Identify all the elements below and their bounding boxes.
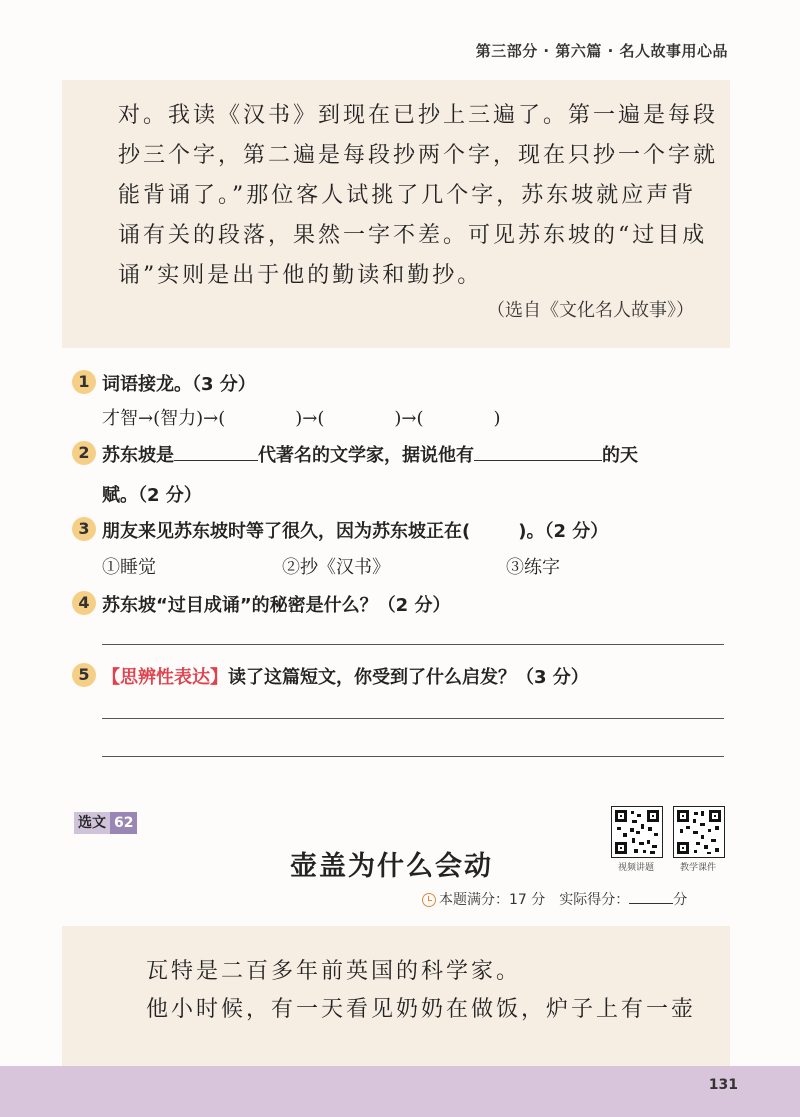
- question-2-part: 代著名的文学家，据说他有: [258, 445, 474, 466]
- passage-source: （选自《文化名人故事》）: [487, 300, 694, 321]
- passage-line: 诵”实则是出于他的勤读和勤抄。: [118, 263, 483, 288]
- passage-line: 对。我读《汉书》到现在已抄上三遍了。第一遍是每段: [118, 103, 719, 128]
- answer-blank[interactable]: [174, 442, 258, 461]
- word-chain-arrow: )→(: [394, 408, 424, 429]
- question-2-continued: 赋。（2 分）: [102, 485, 202, 506]
- passage-title: 壶盖为什么会动: [290, 851, 493, 882]
- question-5-part: 读了这篇短文，你受到了什么启发？（3 分）: [228, 667, 589, 688]
- qr-label: 视频讲题: [617, 863, 654, 873]
- running-header: 第三部分 · 第六篇 · 名人故事用心品: [475, 42, 728, 60]
- passage-line: 瓦特是二百多年前英国的科学家。: [146, 959, 522, 984]
- reading-passage-2: [62, 926, 730, 1066]
- qr-label: 教学课件: [679, 863, 716, 873]
- option-a[interactable]: ①睡觉: [102, 557, 156, 578]
- passage-line: 他小时候，有一天看见奶奶在做饭，炉子上有一壶: [146, 997, 697, 1022]
- word-chain-close: ): [493, 408, 501, 429]
- critical-thinking-tag: 【思辨性表达】: [102, 667, 228, 688]
- qr-code-icon[interactable]: [673, 806, 725, 858]
- question-number: 5: [72, 663, 96, 687]
- clock-icon: [422, 893, 436, 907]
- word-chain-arrow: )→(: [295, 408, 325, 429]
- question-number: 4: [72, 591, 96, 615]
- page-number: 131: [708, 1077, 738, 1093]
- passage-line: 诵有关的段落，果然一字不差。可见苏东坡的“过目成: [118, 223, 708, 248]
- question-2-part: 苏东坡是: [102, 445, 174, 466]
- selection-badge-label: 选文: [74, 812, 110, 834]
- question-3-part: 朋友来见苏东坡时等了很久，因为苏东坡正在(: [102, 521, 471, 542]
- answer-line[interactable]: [102, 644, 724, 645]
- question-number: 1: [72, 370, 96, 394]
- qr-code-icon[interactable]: [611, 806, 663, 858]
- option-b[interactable]: ②抄《汉书》: [282, 557, 390, 578]
- option-c[interactable]: ③练字: [506, 557, 560, 578]
- reading-passage: [62, 80, 730, 348]
- score-blank[interactable]: [629, 889, 673, 904]
- score-line: [422, 889, 687, 909]
- question-3-part: )。（2 分）: [518, 521, 609, 542]
- passage-line: 抄三个字，第二遍是每段抄两个字，现在只抄一个字就: [118, 143, 719, 168]
- answer-line[interactable]: [102, 718, 724, 719]
- word-chain: [102, 404, 501, 430]
- passage-line: 能背诵了。”那位客人试挑了几个字，苏东坡就应声背: [118, 183, 697, 208]
- word-chain-start: 才智→(智力)→(: [102, 408, 226, 429]
- selection-badge-number: 62: [110, 812, 137, 834]
- selection-badge: [74, 812, 137, 834]
- page-footer: [0, 1066, 800, 1117]
- question-number: 3: [72, 517, 96, 541]
- answer-blank[interactable]: [474, 442, 602, 461]
- score-unit: 分: [673, 892, 688, 908]
- question-4-text: 苏东坡“过目成诵”的秘密是什么？（2 分）: [102, 595, 451, 616]
- question-2-text: [102, 441, 638, 467]
- question-number: 2: [72, 441, 96, 465]
- question-1-text: 词语接龙。（3 分）: [102, 374, 256, 395]
- answer-line[interactable]: [102, 756, 724, 757]
- question-5-text: [102, 663, 589, 689]
- score-text: 本题满分：17 分 实际得分：: [439, 892, 630, 908]
- question-2-part: 的天: [602, 445, 638, 466]
- question-3-text: [102, 517, 608, 543]
